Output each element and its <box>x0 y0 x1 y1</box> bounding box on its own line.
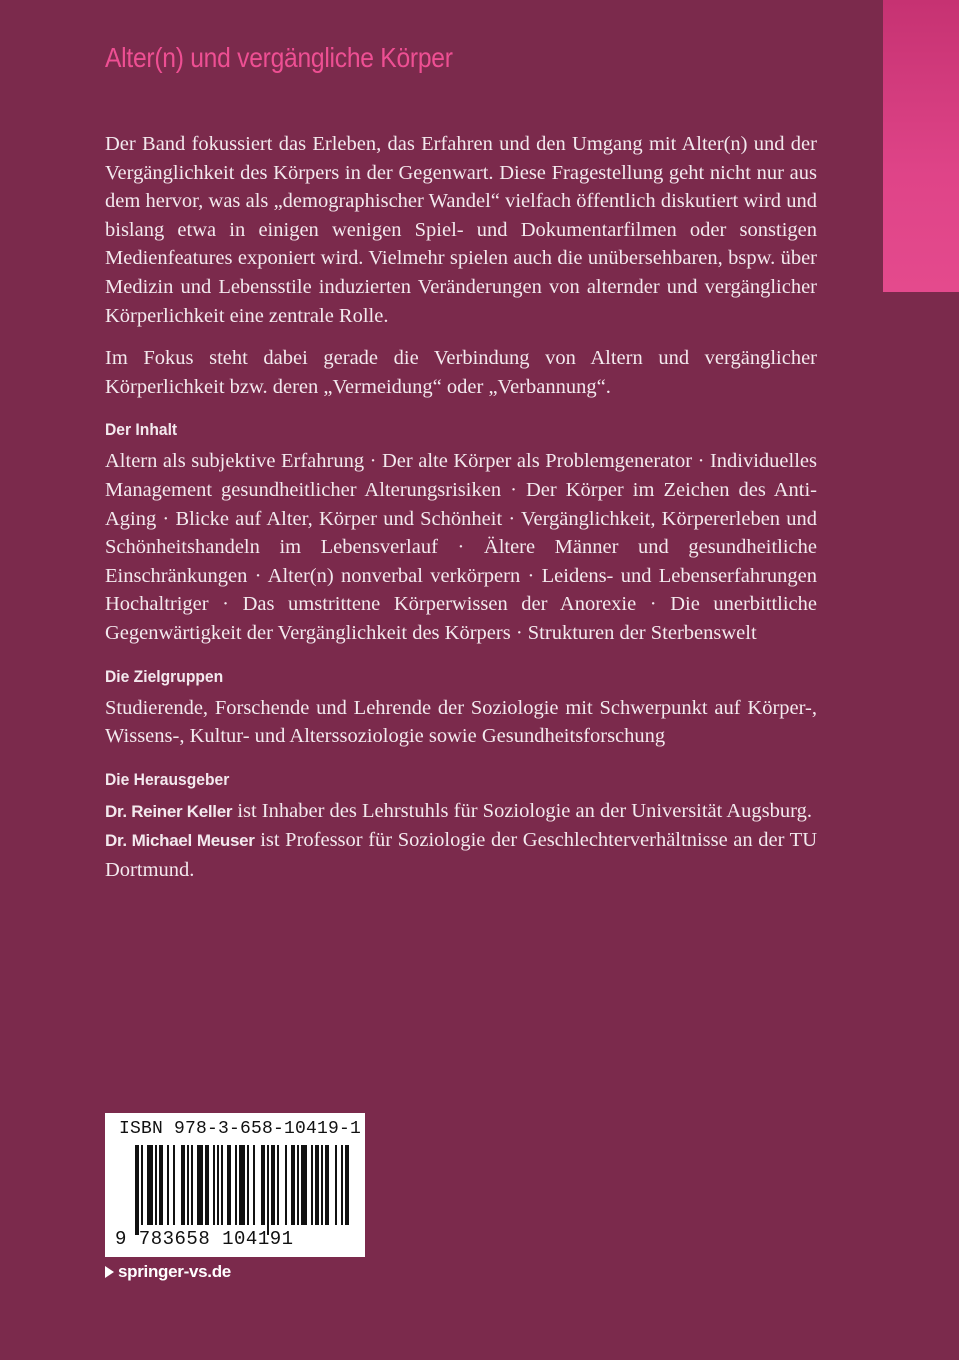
barcode-bar <box>247 1145 249 1225</box>
contents-heading: Der Inhalt <box>105 420 178 440</box>
ean-digits: 9 783658 104191 <box>115 1228 294 1250</box>
barcode-bar <box>291 1145 295 1225</box>
description-paragraph-1: Der Band fokussiert das Erleben, das Erfahren und den Umgang mit Alter(n) und der Vergänglichkeit des Körpers in der Gegenwart. Diese Fragestellung geht nicht nur aus dem hervor, was als „demographischer Wandel“ vielfach öffentlich diskutiert wird und bislang etwa in einigen wenigen Spiel- und Dokumentarfilmen oder sonstigen Medienfeatures exponiert wird. Vielmehr spielen auch die unübersehbaren, bspw. über Medizin und Lebensstile induzierten Veränderungen von alternder und vergänglicher Körperlichkeit eine zentrale Rolle. <box>105 133 817 327</box>
isbn-label: ISBN 978-3-658-10419-1 <box>119 1119 362 1139</box>
barcode-bar <box>321 1145 323 1225</box>
barcode-bar <box>167 1145 169 1225</box>
barcode-bar <box>147 1145 153 1225</box>
barcode-bar <box>345 1145 349 1225</box>
editor-bio: ist Inhaber des Lehrstuhls für Soziologie an der Universität Augsburg. <box>237 799 812 822</box>
barcode-bar <box>239 1145 245 1225</box>
barcode-bar <box>267 1145 269 1235</box>
barcode-bar <box>213 1145 215 1225</box>
contents-text: Altern als subjektive Erfahrung · Der alte Körper als Problemgenerator · Individuelles Management gesundheitlicher Alterungsrisiken · Der Körper im Zeichen des Anti-Aging · Blicke auf Alter, Körper und Schönheit · Vergänglichkeit, Körpererleben und Schönheitshandeln im Lebensverlauf · Ältere Männer und gesundheitliche Einschränkungen · Alter(n) nonverbal verkörpern · Leidens- und Lebenserfahrungen Hochaltriger · Das umstrittene Körperwissen der Anorexie · Die unerbittliche Gegenwärtigkeit der Vergänglichkeit des Körpers · Strukturen der Sterbenswelt <box>105 450 817 644</box>
barcode-bar <box>227 1145 231 1225</box>
barcode-bar <box>141 1145 143 1225</box>
publisher-link[interactable] <box>105 1262 231 1282</box>
book-title: Alter(n) und vergängliche Körper <box>105 42 453 73</box>
barcode-bar <box>205 1145 209 1225</box>
barcode-bar <box>173 1145 175 1225</box>
audience-text: Studierende, Forschende und Lehrende der Soziologie mit Schwerpunkt auf Körper-, Wissens-, Kultur- und Alterssoziologie sowie Gesundheitsforschung <box>105 696 817 748</box>
barcode-bar <box>159 1145 163 1225</box>
barcode-bar <box>181 1145 185 1225</box>
editor-bio: ist Professor für Soziologie der Geschlechterverhältnisse an der TU Dortmund. <box>105 829 817 881</box>
barcode-bar <box>285 1145 287 1225</box>
editor-name: Dr. Reiner Keller <box>105 801 233 821</box>
barcode-bar <box>253 1145 255 1225</box>
description-paragraph-2: Im Fokus steht dabei gerade die Verbindung von Altern und vergänglicher Körperlichkeit bzw. deren „Vermeidung“ oder „Verbannung“. <box>105 347 817 398</box>
barcode-bar <box>221 1145 223 1225</box>
editor-name: Dr. Michael Meuser <box>105 831 255 851</box>
editor-entry <box>105 797 817 827</box>
barcode-bar <box>335 1145 337 1225</box>
publisher-link-text: springer-vs.de <box>118 1262 231 1281</box>
barcode-bar <box>217 1145 219 1225</box>
arrow-right-icon <box>105 1266 114 1278</box>
isbn-barcode <box>105 1113 365 1257</box>
barcode-bar <box>197 1145 203 1225</box>
barcode-bar <box>341 1145 343 1225</box>
corner-accent-bar <box>883 0 959 292</box>
barcode-bar <box>187 1145 189 1225</box>
editors-heading: Die Herausgeber <box>105 769 230 789</box>
barcode-bar <box>235 1145 237 1225</box>
barcode-bar <box>261 1145 265 1225</box>
barcode-bar <box>315 1145 319 1225</box>
barcode-bar <box>191 1145 193 1225</box>
cover-text-block <box>105 40 817 884</box>
editor-entry <box>105 826 817 884</box>
barcode-bar <box>297 1145 299 1225</box>
barcode-bar <box>301 1145 307 1225</box>
barcode-bar <box>325 1145 329 1225</box>
audience-heading: Die Zielgruppen <box>105 666 224 686</box>
barcode-bar <box>277 1145 279 1225</box>
barcode-bar <box>311 1145 313 1225</box>
barcode-bar <box>135 1145 139 1235</box>
barcode-bar <box>155 1145 157 1225</box>
barcode-bar <box>271 1145 275 1225</box>
